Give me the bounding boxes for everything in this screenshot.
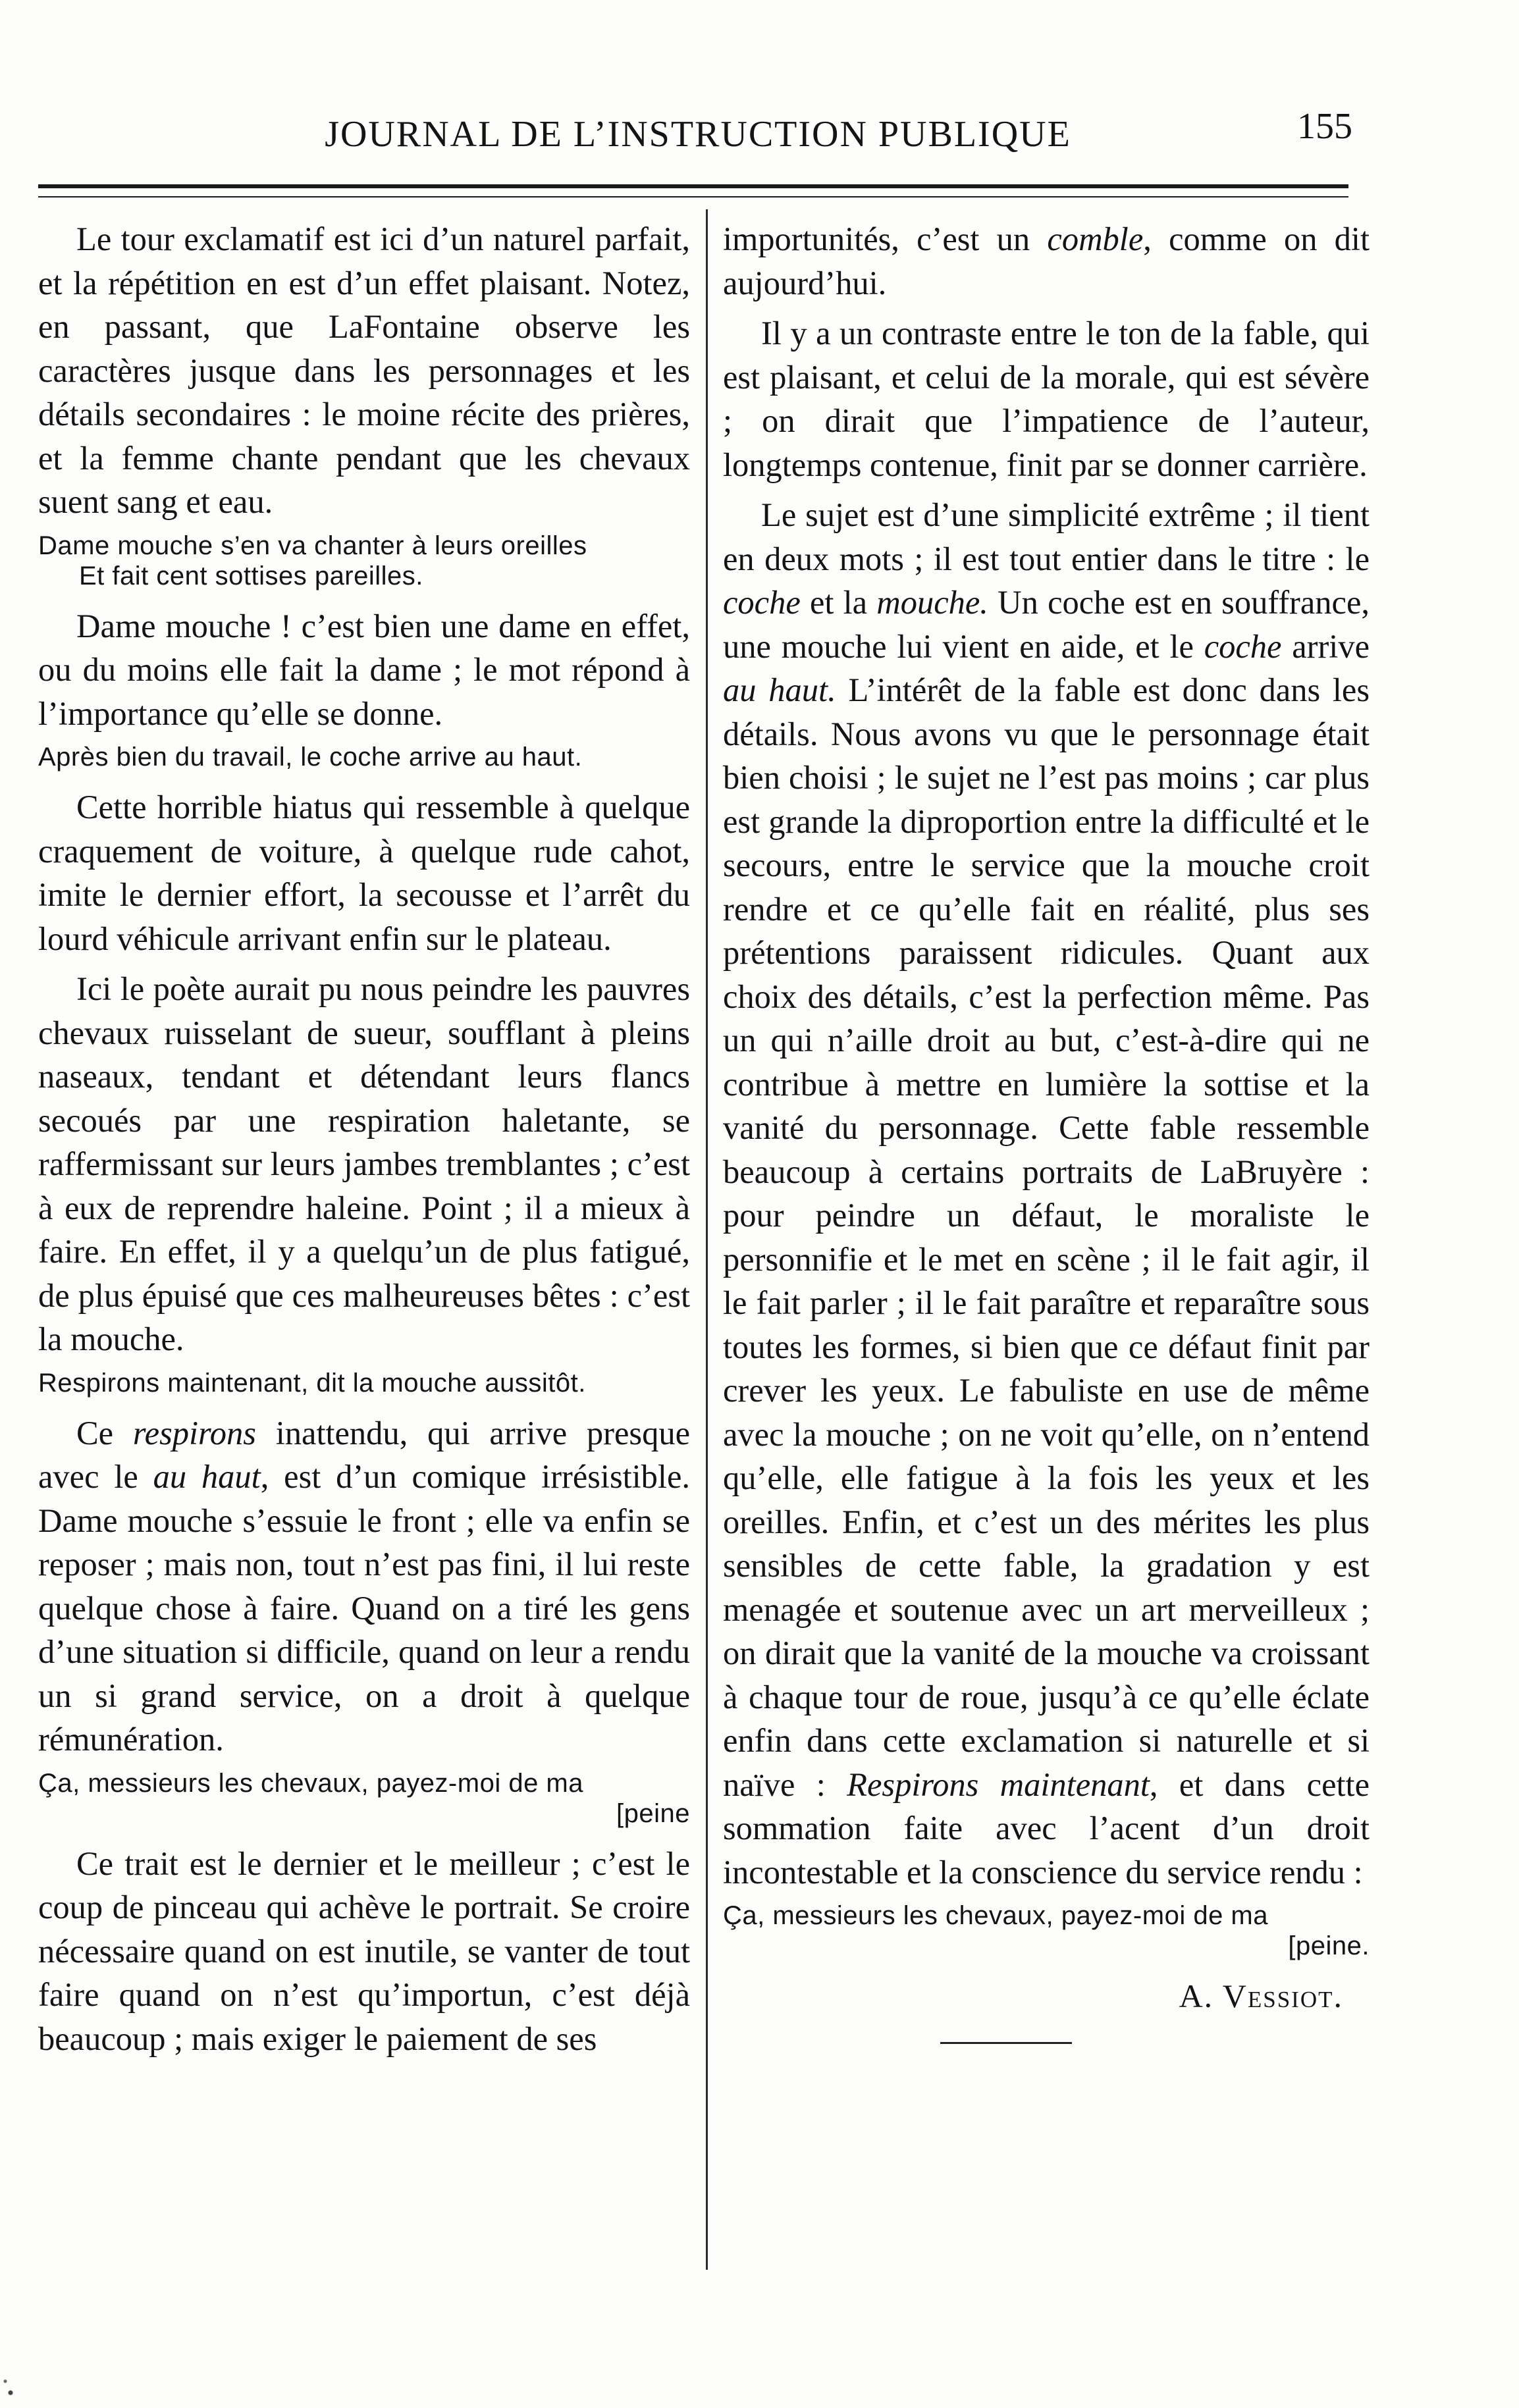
paragraph: Il y a un contraste entre le ton de la fable, qui est plaisant, et celui de la morale, qui est sévère ; on dirait que l’impatience de l’auteur, longtemps contenue, finit par se donner carrière. xyxy=(723,315,1370,483)
verse-line: Ça, messieurs les chevaux, payez-moi de ma xyxy=(38,1768,583,1798)
text-run: Un coche est en souffrance, une mouche lui vient en aide, et le xyxy=(723,584,1370,665)
column-divider xyxy=(706,209,708,2270)
text-run: arrive xyxy=(1281,627,1370,665)
italic-run: respirons xyxy=(132,1414,256,1452)
right-column xyxy=(723,217,1370,2044)
verse-quote xyxy=(38,531,690,591)
text-run: importunités, c’est un xyxy=(723,221,1048,257)
running-title: JOURNAL DE L’INSTRUCTION PUBLIQUE xyxy=(325,114,1071,155)
verse-quote xyxy=(38,1768,690,1829)
author-signature: A. Vessiot. xyxy=(1179,1977,1343,2014)
verse-line: [peine. xyxy=(1288,1931,1370,1960)
verse-line: Ça, messieurs les chevaux, payez-moi de ma xyxy=(723,1901,1268,1930)
paragraph: Ce trait est le dernier et le meilleur ; c’est le coup de pinceau qui achève le portrait. Se croire nécessaire quand on est inutile, se vanter de tout faire quand on n’est qu’importun, c’est déjà beaucoup ; mais exiger le paiement de ses xyxy=(38,1845,690,2057)
italic-run: au haut xyxy=(153,1458,261,1495)
header-rule-thick xyxy=(38,184,1348,188)
paragraph xyxy=(723,217,1370,305)
text-run: inattendu, qui arrive presque avec le xyxy=(38,1414,690,1495)
text-run: et la xyxy=(800,584,877,621)
paragraph xyxy=(723,493,1370,1894)
text-run: L’intérêt de la fable est donc dans les détails. Nous avons vu que le personnage était bien choisi ; le sujet ne l’est pas moins ; car plus est grande la diproportion entre la difficulté et le secours, entre le service que la mouche croit rendre et ce qu’elle fait en réalité, plus ses prétentions paraissent ridicules. Quant aux choix des détails, c’est la perfection même. Pas un qui n’aille droit au but, c’est-à-dire qui ne contribue à mettre en lumière la sottise et la vanité du personnage. Cette fable ressemble beaucoup à certains portraits de LaBruyère : pour peindre un défaut, le moraliste le personnifie et le met en scène ; il le fait agir, il le fait parler ; il le fait paraître et reparaître sous toutes les formes, si bien que ce défaut finit par crever les yeux. Le fabuliste en use de même avec la mouche ; on ne voit qu’elle, on n’entend qu’elle, elle fatigue à la fois les yeux et les oreilles. Enfin, et c’est un des mérites les plus sensibles de cette fable, la gradation y est menagée et soutenue avec un art merveilleux ; on dirait que la vanité de la mouche va croissant à chaque tour de roue, jusqu’à ce qu’elle éclate enfin dans cette exclamation si naturelle et si naïve : xyxy=(723,671,1370,1803)
paragraph: Ici le poète aurait pu nous peindre les pauvres chevaux ruisselant de sueur, soufflant à pleins naseaux, tendant et détendant leurs flancs secoués par une respiration haletante, se raffermissant sur leurs jambes tremblantes ; c’est à eux de reprendre haleine. Point ; il a mieux à faire. En effet, il y a quelqu’un de plus fatigué, de plus épuisé que ces malheureuses bêtes : c’est la mouche. xyxy=(38,970,690,1357)
verse-line: Dame mouche s’en va chanter à leurs oreilles xyxy=(38,531,587,560)
text-run: Ce xyxy=(76,1414,133,1452)
text-run: , et dans cette sommation faite avec l’acent d’un droit incontestable et la conscience du service rendu : xyxy=(723,1766,1370,1891)
verse-quote xyxy=(38,1368,690,1398)
italic-run: au haut. xyxy=(723,671,836,708)
verse-line: Après bien du travail, le coche arrive au haut. xyxy=(38,743,583,772)
text-run: , comme on dit aujourd’hui. xyxy=(723,221,1370,301)
text-run: Le sujet est d’une simplicité extrême ; il tient en deux mots ; il est tout entier dans le titre : le xyxy=(723,496,1370,577)
left-column xyxy=(38,217,690,2067)
paragraph: Cette horrible hiatus qui ressemble à quelque craquement de voiture, à quelque rude cahot, imite le dernier effort, la secousse et l’arrêt du lourd véhicule arrivant enfin sur le plateau. xyxy=(38,789,690,957)
paragraph xyxy=(38,1411,690,1762)
verse-quote xyxy=(38,742,690,772)
italic-run: coche xyxy=(723,584,801,621)
scan-speck xyxy=(0,2370,26,2408)
text-run: , est d’un comique irrésistible. Dame mouche s’essuie le front ; elle va enfin se reposer ; mais non, tout n’est pas fini, il lui reste quelque chose à faire. Quand on a tiré les gens d’une situation si difficile, quand on leur a rendu un si grand service, on a droit à quelque rémunération. xyxy=(38,1458,690,1758)
verse-line: Respirons maintenant, dit la mouche aussitôt. xyxy=(38,1368,586,1398)
italic-run: coche xyxy=(1204,627,1282,665)
page-number: 155 xyxy=(1297,106,1352,147)
italic-run: mouche. xyxy=(876,584,988,621)
paragraph: Dame mouche ! c’est bien une dame en effet, ou du moins elle fait la dame ; le mot répond à l’importance qu’elle se donne. xyxy=(38,607,690,732)
paragraph: Le tour exclamatif est ici d’un naturel parfait, et la répétition en est d’un effet plaisant. Notez, en passant, que LaFontaine observe les caractères jusque dans les personnages et les détails secondaires : le moine récite des prières, et la femme chante pendant que les chevaux suent sang et eau. xyxy=(38,221,690,520)
end-rule xyxy=(940,2042,1072,2044)
header-rule-thin xyxy=(38,196,1348,197)
italic-run: comble xyxy=(1047,221,1144,257)
verse-quote xyxy=(723,1900,1370,1961)
verse-line: Et fait cent sottises pareilles. xyxy=(79,561,423,590)
verse-line: [peine xyxy=(616,1798,690,1828)
italic-run: Respirons maintenant xyxy=(847,1766,1150,1803)
page-header xyxy=(0,99,1519,165)
